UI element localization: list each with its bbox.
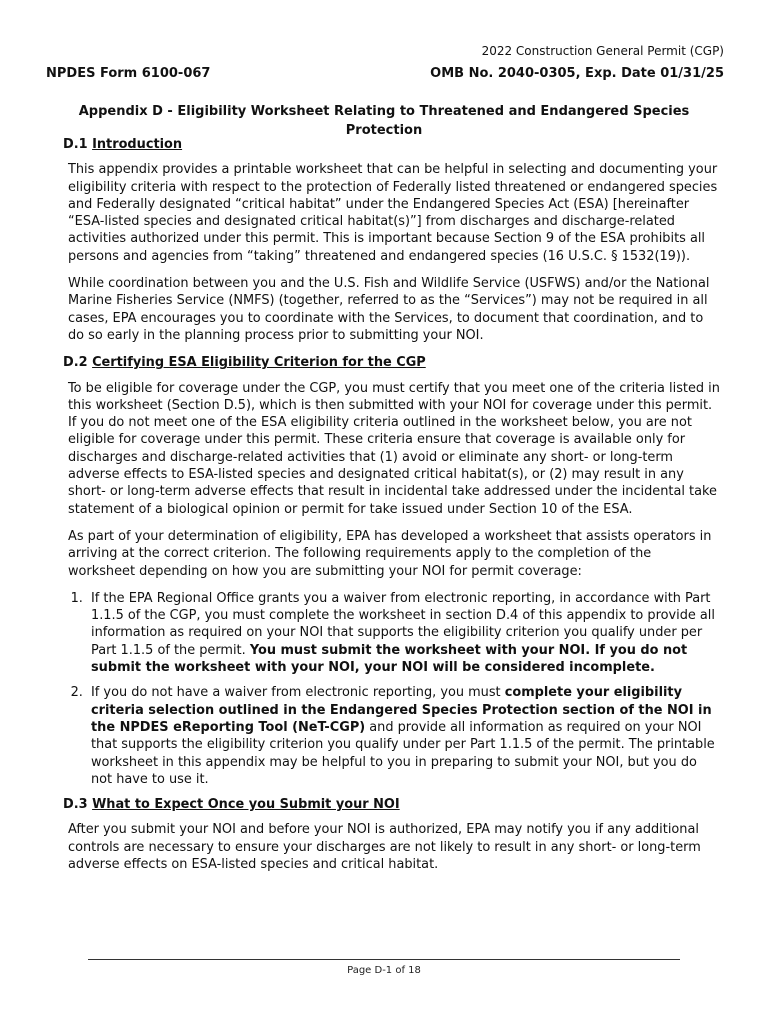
section-title: What to Expect Once you Submit your NOI	[92, 797, 400, 813]
section-heading-d1	[63, 136, 722, 153]
paragraph: While coordination between you and the U.S. Fish and Wildlife Service (USFWS) and/or the National Marine Fisheries Service (NMFS) (together, referred to as the “Services”) may not be required in all cases, EPA encourages you to coordinate with the Services, to document that coordination, and to do so early in the planning process prior to submitting your NOI.	[68, 276, 710, 343]
running-header-title: 2022 Construction General Permit (CGP)	[481, 44, 724, 58]
paragraph: After you submit your NOI and before your NOI is authorized, EPA may notify you if any additional controls are necessary to ensure your discharges are not likely to result in any short- or long-term adverse effects on ESA-listed species and critical habitat.	[68, 822, 701, 872]
section-number: D.2	[63, 355, 88, 371]
section-heading-d2	[63, 354, 722, 371]
list-item-bold-text: complete your eligibility criteria selection outlined in the Endangered Species Protection section of the NOI in the NPDES eReporting Tool (NeT-CGP)	[91, 685, 712, 735]
section-number: D.1	[63, 137, 88, 152]
requirements-list	[68, 590, 722, 788]
omb-number: OMB No. 2040-0305, Exp. Date 01/31/25	[430, 66, 724, 81]
paragraph: As part of your determination of eligibility, EPA has developed a worksheet that assists operators in arriving at the correct criterion. The following requirements apply to the completion of the worksheet depending on how you are submitting your NOI for permit coverage:	[68, 528, 712, 579]
list-item-bold-text: You must submit the worksheet with your NOI. If you do not submit the worksheet with your NOI, your NOI will be considered incomplete.	[91, 642, 688, 676]
document-body	[63, 136, 722, 883]
form-header-row	[46, 66, 724, 81]
paragraph: This appendix provides a printable worksheet that can be helpful in selecting and documenting your eligibility criteria with respect to the protection of Federally listed threatened or endangered species and Federally designated “critical habitat” under the Endangered Species Act (ESA) [hereinafter “ESA-listed species and designated critical habitat(s)”] from discharges and discharge-related activities authorized under this permit. This is important because Section 9 of the ESA prohibits all persons and agencies from “taking” threatened and endangered species (16 U.S.C. § 1532(19)).	[68, 162, 718, 264]
paragraph: To be eligible for coverage under the CGP, you must certify that you meet one of the criteria listed in this worksheet (Section D.5), which is then submitted with your NOI for coverage under this permit. If you do not meet one of the ESA eligibility criteria outlined in the worksheet below, you are not eligible for coverage under this permit. These criteria ensure that coverage is available only for discharges and discharge-related activities that (1) avoid or eliminate any short- or long-term adverse effects to ESA-listed species and designated critical habitat(s), or (2) may result in any short- or long-term adverse effects that result in incidental take addressed under the incidental take statement of a biological opinion or permit for take issued under Section 10 of the ESA.	[68, 380, 720, 517]
list-item-text: and provide all information as required on your NOI that supports the eligibility criterion you qualify under per Part 1.1.5 of the permit. The printable worksheet in this appendix may be helpful to you in preparing to submit your NOI, but you do not have to use it.	[91, 719, 715, 787]
list-item-text: If you do not have a waiver from electronic reporting, you must	[91, 685, 501, 701]
section-heading-d3	[63, 796, 722, 813]
page-number: Page D-1 of 18	[347, 965, 421, 976]
section-title: Introduction	[92, 137, 183, 152]
section-title: Certifying ESA Eligibility Criterion for the CGP	[92, 355, 426, 371]
list-item	[87, 590, 722, 676]
footer-divider	[88, 959, 680, 960]
section-number: D.3	[63, 797, 88, 813]
appendix-title: Appendix D - Eligibility Worksheet Relating to Threatened and Endangered Species Protection	[78, 104, 690, 138]
list-item	[87, 684, 722, 788]
list-item-text: If the EPA Regional Office grants you a waiver from electronic reporting, in accordance with Part 1.1.5 of the CGP, you must complete the worksheet in section D.4 of this appendix to provide all information as required on your NOI that supports the eligibility criterion you qualify under per Part 1.1.5 of the permit.	[91, 590, 715, 658]
form-id: NPDES Form 6100-067	[46, 66, 211, 81]
